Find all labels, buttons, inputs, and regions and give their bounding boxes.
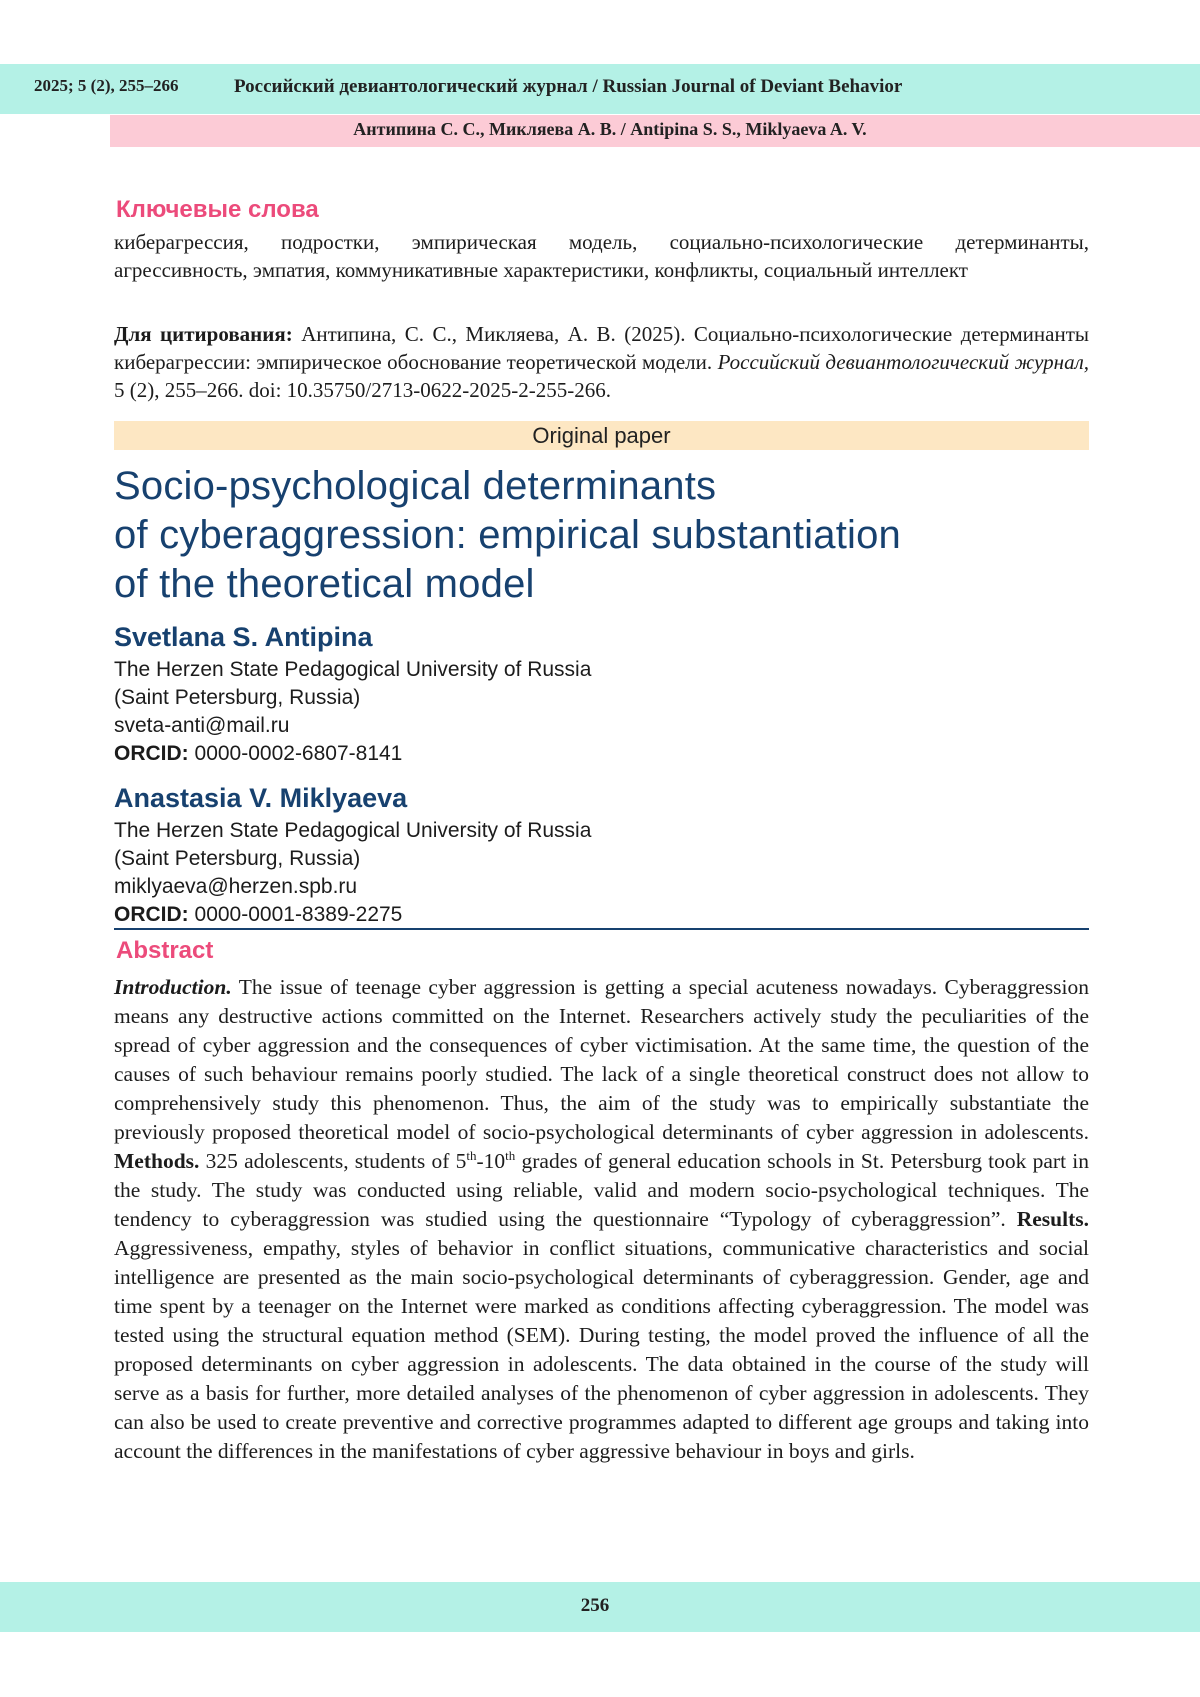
- title-line: of cyberaggression: empirical substantiation: [114, 513, 901, 557]
- orcid-label: ORCID:: [114, 742, 189, 765]
- superscript: th: [466, 1147, 477, 1163]
- methods-text: grades of general education schools in St. Petersburg took part in the study. The study was conducted using reliable, valid and modern socio-psychological techniques. The tendency to cyberaggression was studied using the questionnaire “Typology of cyberaggression”.: [114, 1149, 1089, 1231]
- running-authors: Антипина С. С., Микляева А. В. / Antipina S. S., Miklyaeva A. V.: [353, 119, 867, 139]
- methods-label: Methods.: [114, 1149, 200, 1173]
- author-info: [114, 817, 914, 929]
- citation: [114, 320, 1089, 404]
- author-info: [114, 656, 914, 768]
- affiliation-line: (Saint Petersburg, Russia): [114, 847, 361, 870]
- title-line: Socio-psychological determinants: [114, 464, 717, 508]
- orcid-line: [114, 901, 914, 929]
- section-divider: [114, 928, 1089, 930]
- author-email[interactable]: sveta-anti@mail.ru: [114, 714, 290, 737]
- author-email[interactable]: miklyaeva@herzen.spb.ru: [114, 875, 358, 898]
- abstract-heading: Abstract: [116, 937, 214, 964]
- abstract-body: [114, 973, 1089, 1466]
- citation-label: Для цитирования:: [114, 322, 293, 346]
- intro-text: The issue of teenage cyber aggression is getting a special acuteness nowadays. Cyberaggression means any destructive actions committed on the Internet. Researchers actively study the peculiarities of the spread of cyber aggression and the consequences of cyber victimisation. At the same time, the question of the causes of such behaviour remains poorly studied. The lack of a single theoretical construct does not allow to comprehensively study this phenomenon. Thus, the aim of the study was to empirically substantiate the previously proposed theoretical model of socio-psychological determinants of cyber aggression in adolescents.: [114, 975, 1089, 1144]
- superscript: th: [505, 1147, 516, 1163]
- methods-text-range: -10: [476, 1149, 506, 1173]
- results-label: Results.: [1016, 1207, 1089, 1231]
- affiliation-line: (Saint Petersburg, Russia): [114, 686, 361, 709]
- methods-text-start: 325 adolescents, students of 5: [205, 1149, 467, 1173]
- intro-label: Introduction.: [114, 975, 232, 999]
- journal-title: Российский девиантологический журнал / Russian Journal of Deviant Behavior: [234, 76, 903, 97]
- author-name: Svetlana S. Antipina: [114, 622, 373, 652]
- affiliation-line: The Herzen State Pedagogical University of Russia: [114, 819, 592, 842]
- keywords-heading: Ключевые слова: [116, 196, 319, 223]
- affiliation-line: The Herzen State Pedagogical University of Russia: [114, 658, 592, 681]
- results-text: Aggressiveness, empathy, styles of behavior in conflict situations, communicative characteristics and social intelligence are presented as the main socio-psychological determinants of cyberaggression. Gender, age and time spent by a teenager on the Internet were marked as conditions affecting cyberaggression. The model was tested using the structural equation method (SEM). During testing, the model proved the influence of all the proposed determinants on cyber aggression in adolescents. The data obtained in the course of the study will serve as a basis for further, more detailed analyses of the phenomenon of cyber aggression in adolescents. They can also be used to create preventive and corrective programmes adapted to different age groups and taking into account the differences in the manifestations of cyber aggressive behaviour in boys and girls.: [114, 1236, 1089, 1463]
- footer-bar: [0, 1582, 1200, 1632]
- citation-journal: Российский девиантологический журнал,: [717, 350, 1089, 374]
- keywords-text: киберагрессия, подростки, эмпирическая модель, социально-психологические детерминанты, агрессивность, эмпатия, коммуникативные характеристики, конфликты, социальный интеллект: [114, 230, 1089, 282]
- citation-authors: Антипина, С. С., Микляева, А. В. (2025). Социально-психологические детерминанты киберагрессии: эмпирическое обоснование теоретической модели.: [114, 322, 1089, 374]
- issue-info: 2025; 5 (2), 255–266: [34, 76, 179, 95]
- page-number: 256: [580, 1595, 610, 1616]
- article-title: [114, 462, 1094, 609]
- orcid-label: ORCID:: [114, 903, 189, 926]
- orcid-line: [114, 740, 914, 768]
- orcid-id[interactable]: 0000-0001-8389-2275: [194, 903, 403, 926]
- paper-type-badge: Original paper: [114, 421, 1089, 450]
- title-line: of the theoretical model: [114, 562, 535, 606]
- orcid-id[interactable]: 0000-0002-6807-8141: [194, 742, 403, 765]
- author-name: Anastasia V. Miklyaeva: [114, 783, 408, 813]
- journal-header-bar: [0, 64, 1200, 114]
- running-authors-bar: [110, 115, 1200, 147]
- citation-details: 5 (2), 255–266. doi: 10.35750/2713-0622-2025-2-255-266.: [114, 378, 611, 402]
